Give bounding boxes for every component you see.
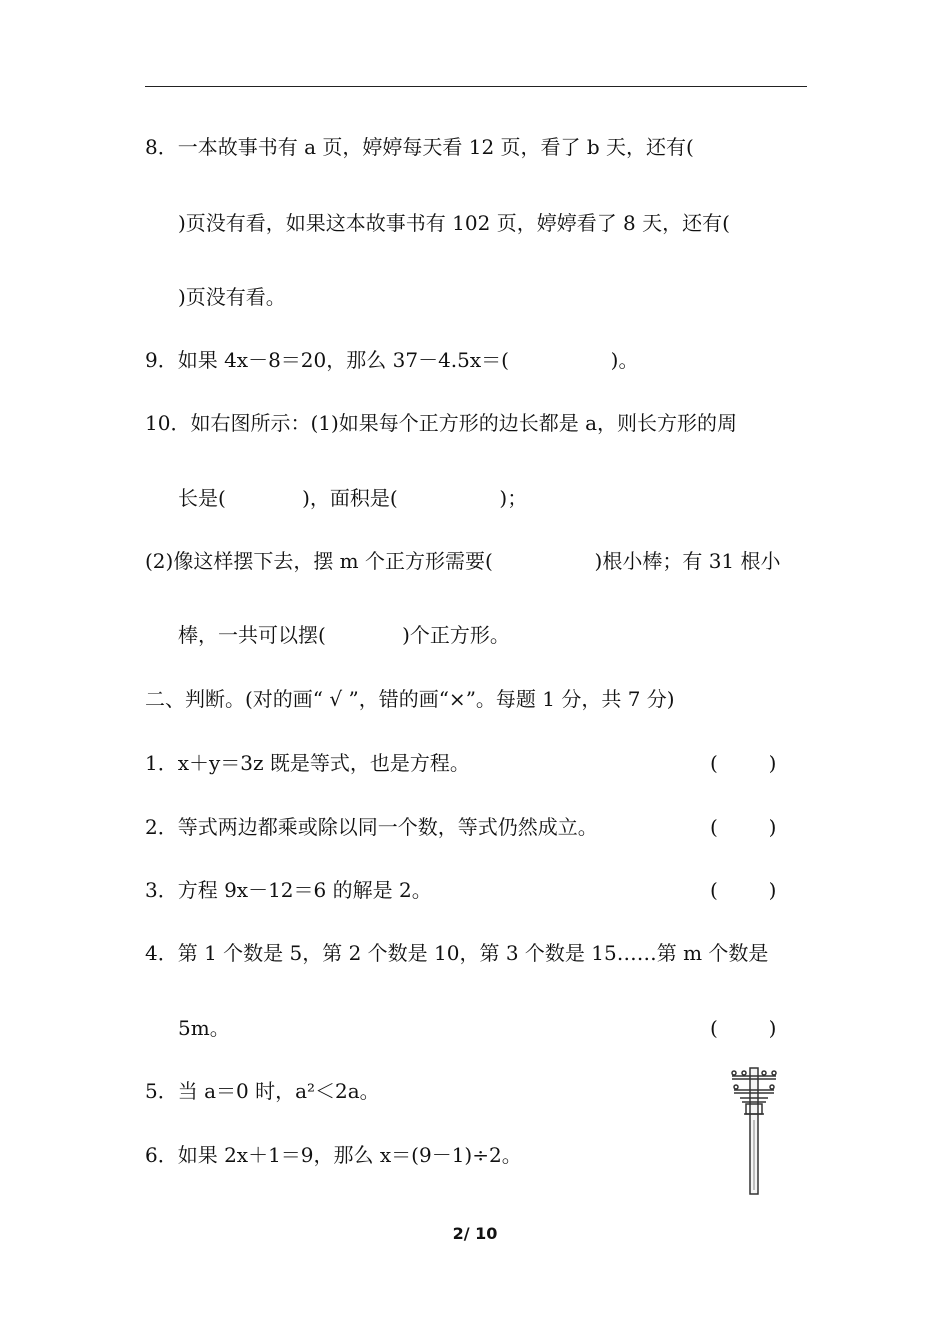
judgment-4-line-1: 4．第 1 个数是 5，第 2 个数是 10，第 3 个数是 15……第 m 个数是 xyxy=(145,941,769,965)
judgment-3-answer[interactable]: ( ) xyxy=(710,878,777,902)
judgment-2: 2．等式两边都乘或除以同一个数，等式仍然成立。 xyxy=(145,815,598,839)
judgment-1: 1．x＋y＝3z 既是等式，也是方程。 xyxy=(145,751,470,775)
header-rule xyxy=(145,86,807,87)
question-10-line-1: 10．如右图所示：(1)如果每个正方形的边长都是 a，则长方形的周 xyxy=(145,411,738,435)
judgment-1-answer[interactable]: ( ) xyxy=(710,751,777,775)
judgment-4-line-2: 5m。 xyxy=(178,1016,230,1040)
judgment-6: 6．如果 2x＋1＝9，那么 x＝(9－1)÷2。 xyxy=(145,1143,522,1167)
question-8-line-3: )页没有看。 xyxy=(178,285,286,309)
utility-pole-icon xyxy=(722,1064,786,1200)
page-number: 2/ 10 xyxy=(452,1224,498,1243)
question-8-line-1: 8．一本故事书有 a 页，婷婷每天看 12 页，看了 b 天，还有( xyxy=(145,135,694,159)
question-10-line-4: 棒，一共可以摆( )个正方形。 xyxy=(178,623,510,647)
section-2-heading: 二、判断。(对的画“ √ ”，错的画“×”。每题 1 分，共 7 分) xyxy=(145,687,675,711)
judgment-4-answer[interactable]: ( ) xyxy=(710,1016,777,1040)
judgment-2-answer[interactable]: ( ) xyxy=(710,815,777,839)
judgment-3: 3．方程 9x－12＝6 的解是 2。 xyxy=(145,878,432,902)
question-10-line-2: 长是( )，面积是( )； xyxy=(178,486,528,510)
question-8-line-2: )页没有看，如果这本故事书有 102 页，婷婷看了 8 天，还有( xyxy=(178,211,730,235)
question-9: 9．如果 4x－8＝20，那么 37－4.5x＝( )。 xyxy=(145,348,639,372)
question-10-line-3: (2)像这样摆下去，摆 m 个正方形需要( )根小棒；有 31 根小 xyxy=(145,549,781,573)
judgment-5: 5．当 a＝0 时，a²＜2a。 xyxy=(145,1079,380,1103)
